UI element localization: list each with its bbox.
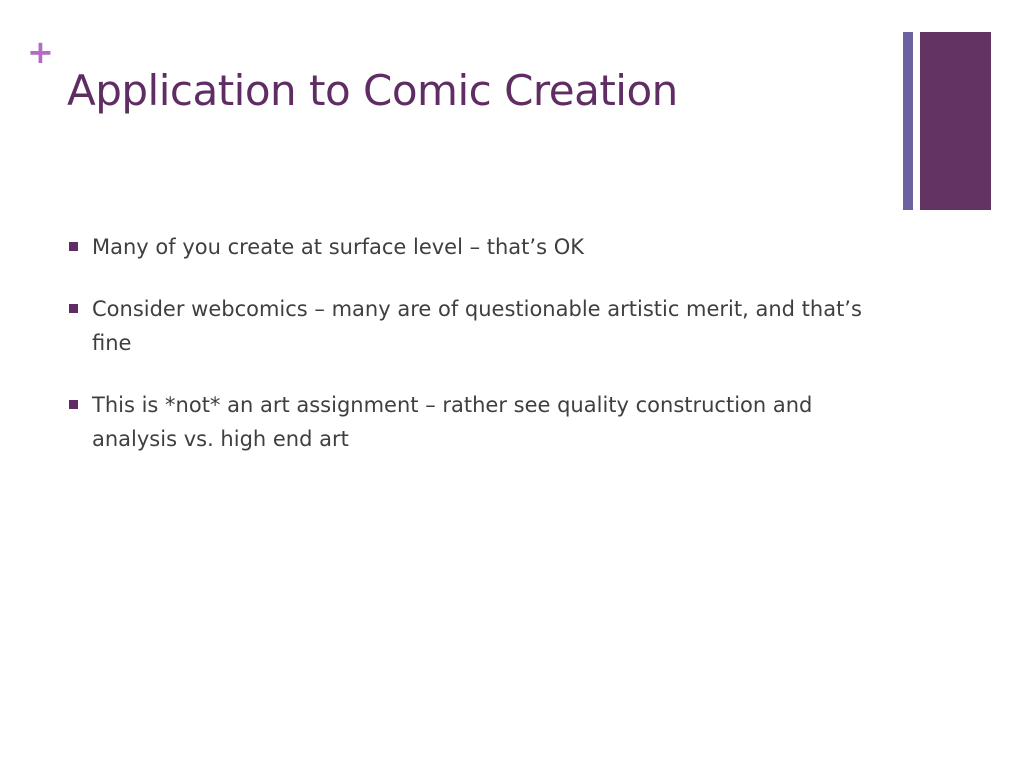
accent-bar-wide [920, 32, 991, 210]
bullet-list [67, 230, 897, 484]
bullet-square-icon [69, 400, 78, 409]
plus-marker: + [27, 33, 54, 71]
bullet-item [67, 388, 897, 456]
bullet-item [67, 292, 897, 360]
bullet-square-icon [69, 304, 78, 313]
bullet-text: Consider webcomics – many are of questionable artistic merit, and that’s fine [92, 297, 862, 355]
bullet-square-icon [69, 242, 78, 251]
bullet-item [67, 230, 897, 264]
accent-bar-thin [903, 32, 913, 210]
slide-title: Application to Comic Creation [67, 66, 678, 115]
bullet-text: Many of you create at surface level – that’s OK [92, 235, 585, 259]
bullet-text: This is *not* an art assignment – rather see quality construction and analysis vs. high end art [92, 393, 813, 451]
